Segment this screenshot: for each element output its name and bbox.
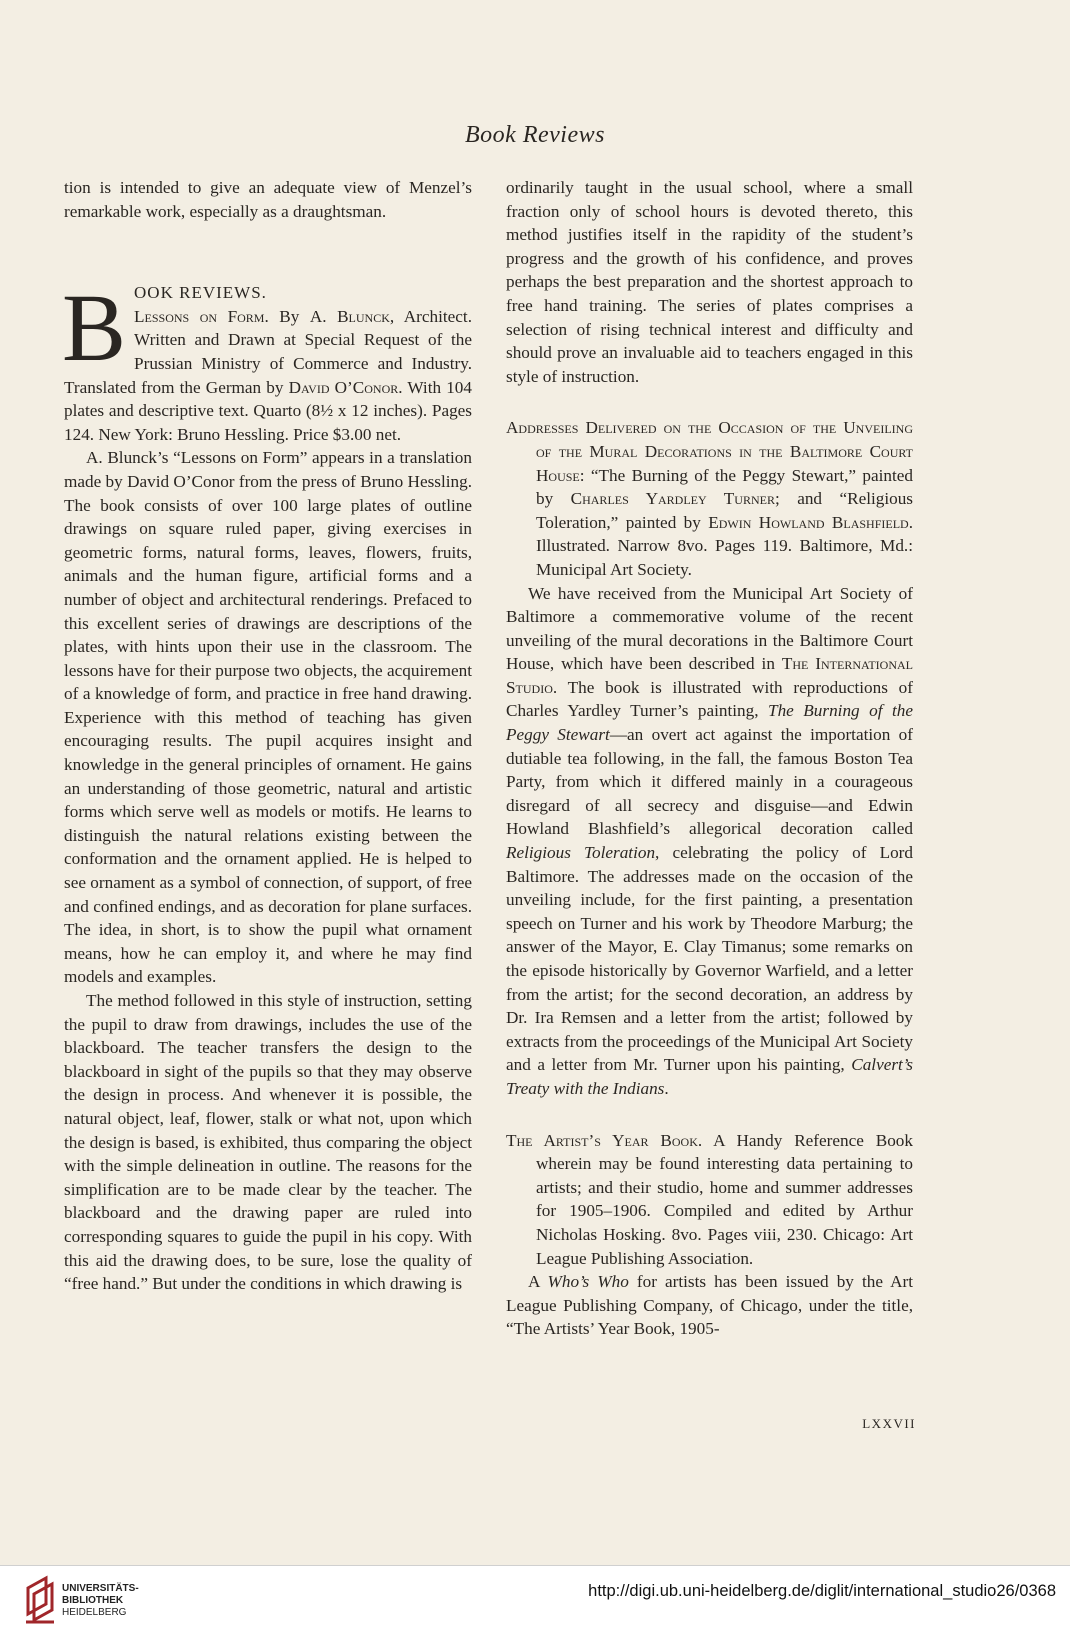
review-paragraph-addresses: We have received from the Municipal Art Society of Baltimore a commemorative volume of the recent unveiling of the mural decorations in the Baltimore Court House, which have been described in The International Studio. The book is illustrated with reproductions of Charles Yardley Turner’s painting, The Burning of the Peggy Stewart—an overt act against the importation of dutiable tea following, in the fall, the famous Boston Tea Party, from which it differed mainly in a courageous disregard of all secrecy and disguise—and Edwin Howland Blashfield’s allegorical decoration called Religious Toleration, celebrating the policy of Lord Baltimore. The addresses made on the occasion of the unveiling include, for the first painting, a presentation speech on Turner and his work by Theodore Marburg; the answer of the Mayor, E. Clay Timanus; some remarks on the episode historically by Governor Warfield, and a letter from the artist; for the second decoration, an address by Dr. Ira Remsen and a letter from the artist; followed by extracts from the proceedings of the Municipal Art Society and a letter from Mr. Turner upon his painting, Calvert’s Treaty with the Indians. [506,583,913,1098]
library-logo-text: UNIVERSITÄTS- BIBLIOTHEK HEIDELBERG [62,1583,139,1618]
book-reviews-section [62,274,473,446]
right-column [506,176,913,1341]
page-folio: LXXVII [862,1416,916,1431]
digitization-footer [0,1565,1070,1642]
source-url-link[interactable]: http://digi.ub.uni-heidelberg.de/diglit/international_studio26/0368 [588,1582,1056,1600]
review-paragraph-2: The method followed in this style of instruction, setting the pupil to draw from drawings, includes the use of the blackboard. The teacher transfers the design to the blackboard in sight of the pupils so that they may observe the design in process. And whenever it is possible, the natural object, leaf, flower, stalk or what not, upon which the design is based, is exhibited, thus comparing the object with the simple delineation in outline. The reasons for the simplification are to be made clear by the teacher. The blackboard and the drawing paper are ruled into corresponding squares to guide the pupil in his copy. With this aid the drawing does, to be sure, lose the quality of “free hand.” But under the conditions in which drawing is [64,991,472,1294]
left-column [64,176,472,1296]
dropcap: B [62,274,127,382]
left-continuation-paragraph: tion is intended to give an adequate view of Menzel’s remarkable work, especially as a draughtsman. [64,178,472,221]
right-continuation-paragraph: ordinarily taught in the usual school, where a small fraction only of school hours is devoted thereto, this method justifies itself in the rapidity of the student’s progress and the growth of his confidence, and proves perhaps the best preparation and the shortest approach to free hand training. The series of plates comprises a selection of rising technical interest and difficulty and should prove an invaluable aid to teachers engaged in this style of instruction. [506,178,913,386]
running-head: Book Reviews [465,122,605,148]
bib-entry-addresses: Addresses Delivered on the Occasion of the Unveiling of the Mural Decorations in the Baltimore Court House: “The Burning of the Peggy Stewart,” painted by Charles Yardley Turner; and “Religious Toleration,” painted by Edwin Howland Blashfield. Illustrated. Narrow 8vo. Pages 119. Baltimore, Md.: Municipal Art Society. [506,418,913,579]
library-logo-icon [24,1574,58,1626]
bib-entry-artists-year-book: The Artist’s Year Book. A Handy Reference Book wherein may be found interesting data pertaining to artists; and their studio, home and summer addresses for 1905–1906. Compiled and edited by Arthur Nicholas Hosking. 8vo. Pages viii, 230. Chicago: Art League Publishing Association. [506,1130,913,1268]
review-paragraph-1: A. Blunck’s “Lessons on Form” appears in a translation made by David O’Conor from the press of Bruno Hessling. The book consists of over 100 large plates of outline drawings on square ruled paper, giving exercises in geometric forms, natural forms, leaves, flowers, fruits, animals and the human figure, artificial forms and a number of object and architectural renderings. Prefaced to this excellent series of drawings are descriptions of the plates, with hints upon their use in the classroom. The lessons have for their purpose two objects, the acquirement of a knowledge of form, and practice in free hand drawing. Experience with this method of teaching has given encouraging results. The pupil acquires insight and knowledge in the general principles of ornament. He gains an understanding of those geometric, natural and artistic forms which serve well as models or motifs. He learns to distinguish the natural relations existing between the conformation and the ornament applied. He is helped to see ornament as a symbol of connection, of support, of free and confined endings, and as decoration for plane surfaces. The idea, in short, is to show the pupil what ornament means, how he can employ it, and where he may find models and examples. [64,448,472,987]
section-title: OOK REVIEWS. [134,283,267,303]
review-paragraph-year-book: A Who’s Who for artists has been issued by the Art League Publishing Company, of Chicago, under the title, “The Artists’ Year Book, 1905- [506,1272,913,1339]
bib-entry-lessons-on-form: Lessons on Form. By A. Blunck, Architect. Written and Drawn at Special Request of the Prussian Ministry of Commerce and Industry. Translated from the German by David O’Conor. With 104 plates and descriptive text. Quarto (8½ x 12 inches). Pages 124. New York: Bruno Hessling. Price $3.00 net. [64,306,473,444]
